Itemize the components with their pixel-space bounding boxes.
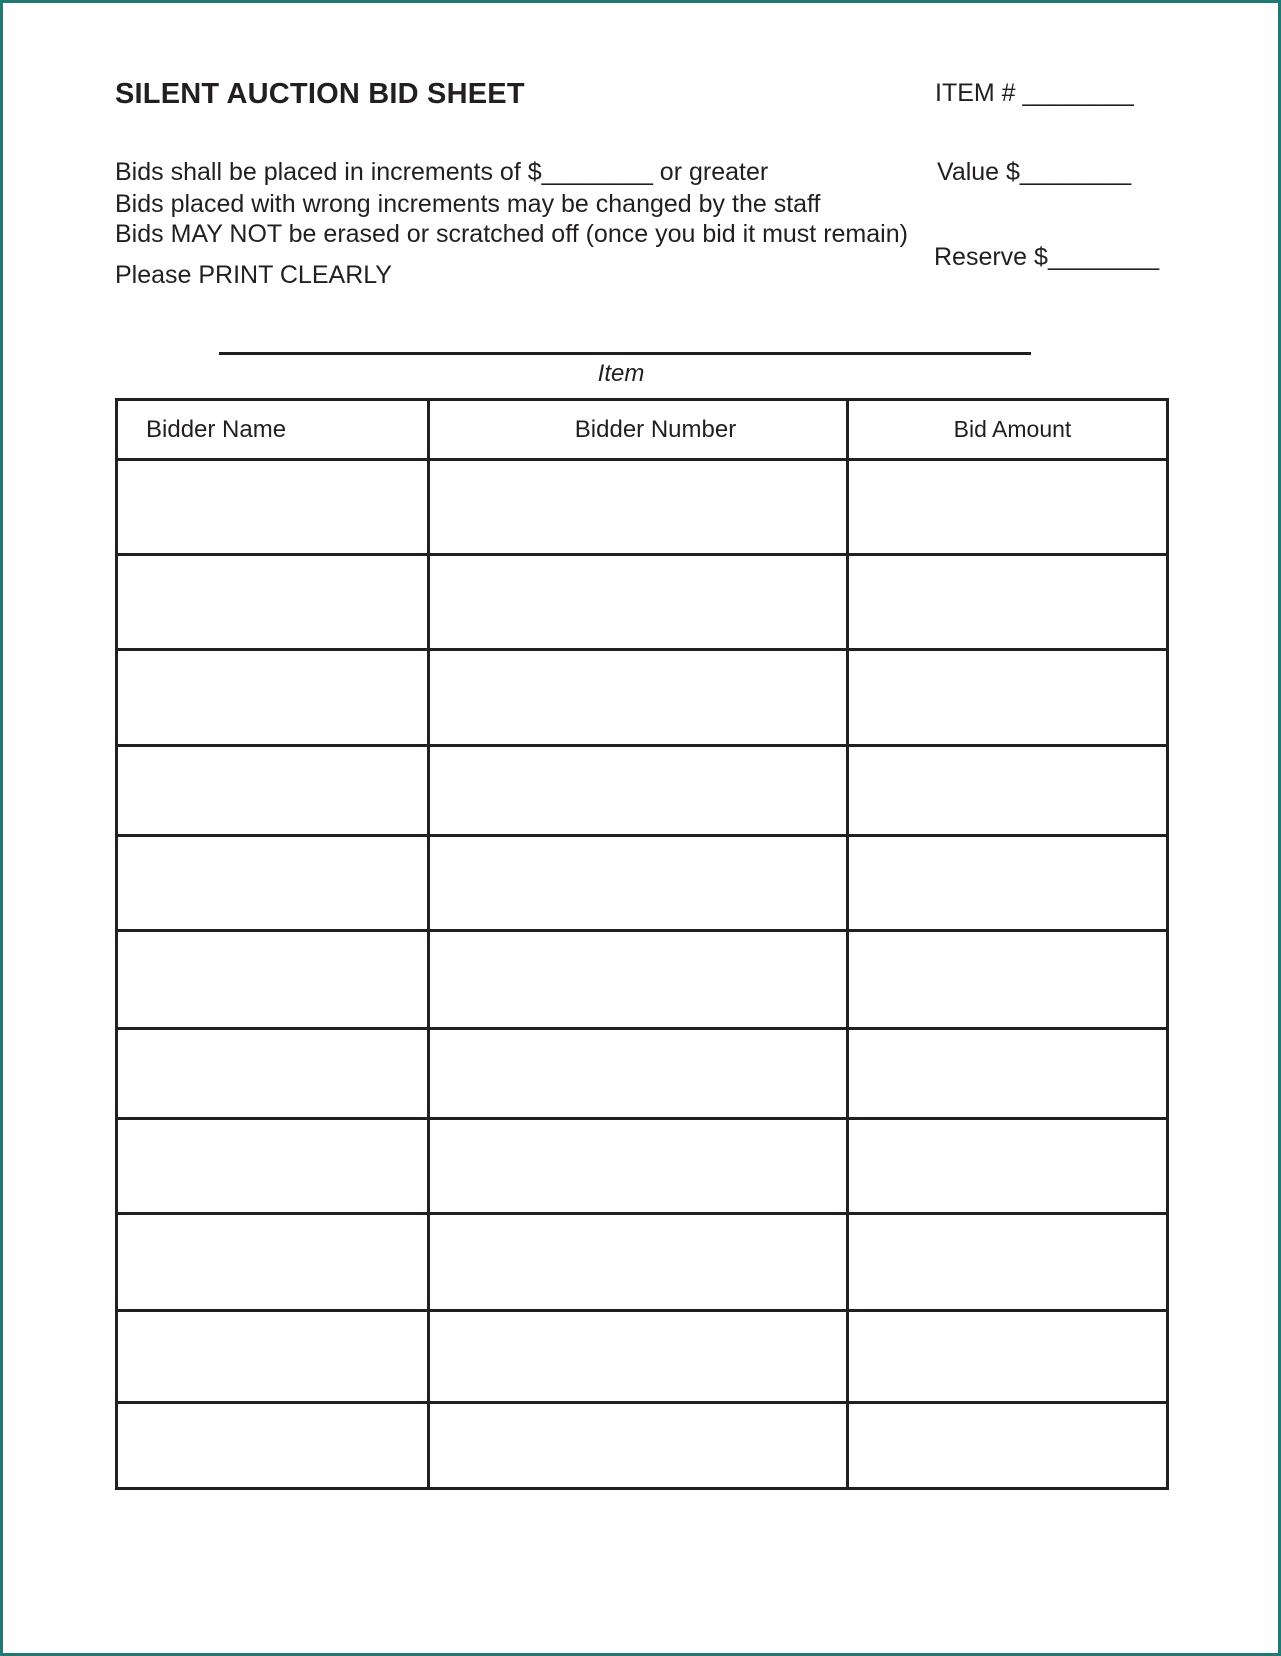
bidder-name-cell[interactable] [117,1214,429,1311]
bid-row [117,836,1168,931]
bidder-number-cell[interactable] [429,555,848,650]
header-bidder-number: Bidder Number [429,400,848,460]
bidder-name-cell[interactable] [117,650,429,746]
bidder-name-cell[interactable] [117,1119,429,1214]
bidder-number-cell[interactable] [429,1311,848,1403]
bidder-number-cell[interactable] [429,1214,848,1311]
bidder-number-cell[interactable] [429,650,848,746]
item-label: Item [597,360,645,387]
bidder-name-cell[interactable] [117,555,429,650]
bid-row [117,650,1168,746]
bid-row [117,746,1168,836]
header-bid-amount: Bid Amount [848,400,1168,460]
bidder-name-cell[interactable] [117,1403,429,1489]
bidder-name-cell[interactable] [117,460,429,555]
sheet-title: SILENT AUCTION BID SHEET [115,78,525,110]
bidder-number-cell[interactable] [429,1029,848,1119]
bid-amount-cell[interactable] [848,555,1168,650]
header-bidder-name: Bidder Name [117,400,429,460]
bid-amount-cell[interactable] [848,1311,1168,1403]
bid-row [117,1119,1168,1214]
bid-amount-cell[interactable] [848,1214,1168,1311]
bid-amount-cell[interactable] [848,460,1168,555]
bidder-name-cell[interactable] [117,836,429,931]
bid-table-body [117,460,1168,1489]
bidder-number-cell[interactable] [429,460,848,555]
bidder-number-cell[interactable] [429,1403,848,1489]
bidder-name-cell[interactable] [117,1029,429,1119]
value-field[interactable]: Value $________ [937,158,1132,186]
bid-row [117,1029,1168,1119]
bid-row [117,555,1168,650]
bid-amount-cell[interactable] [848,931,1168,1029]
bidder-name-cell[interactable] [117,931,429,1029]
bid-table-header [117,400,1168,460]
bid-amount-cell[interactable] [848,836,1168,931]
bid-table [115,398,1169,1490]
bidder-name-cell[interactable] [117,746,429,836]
item-name-line[interactable] [219,352,1031,355]
rule-no-erase: Bids MAY NOT be erased or scratched off (once you bid it must remain) [115,220,908,248]
bid-row [117,460,1168,555]
bid-amount-cell[interactable] [848,1029,1168,1119]
rule-increments: Bids shall be placed in increments of $________ or greater [115,158,769,186]
bidder-number-cell[interactable] [429,931,848,1029]
rule-wrong-increments: Bids placed with wrong increments may be changed by the staff [115,190,821,218]
bid-amount-cell[interactable] [848,1403,1168,1489]
bid-row [117,1311,1168,1403]
rule-print-clearly: Please PRINT CLEARLY [115,261,392,289]
item-number-field[interactable]: ITEM # ________ [935,79,1134,107]
bid-row [117,1214,1168,1311]
bid-amount-cell[interactable] [848,746,1168,836]
bid-amount-cell[interactable] [848,1119,1168,1214]
bid-amount-cell[interactable] [848,650,1168,746]
bidder-number-cell[interactable] [429,836,848,931]
bidder-number-cell[interactable] [429,746,848,836]
bid-row [117,931,1168,1029]
bid-row [117,1403,1168,1489]
reserve-field[interactable]: Reserve $________ [934,243,1160,271]
bidder-number-cell[interactable] [429,1119,848,1214]
bidder-name-cell[interactable] [117,1311,429,1403]
